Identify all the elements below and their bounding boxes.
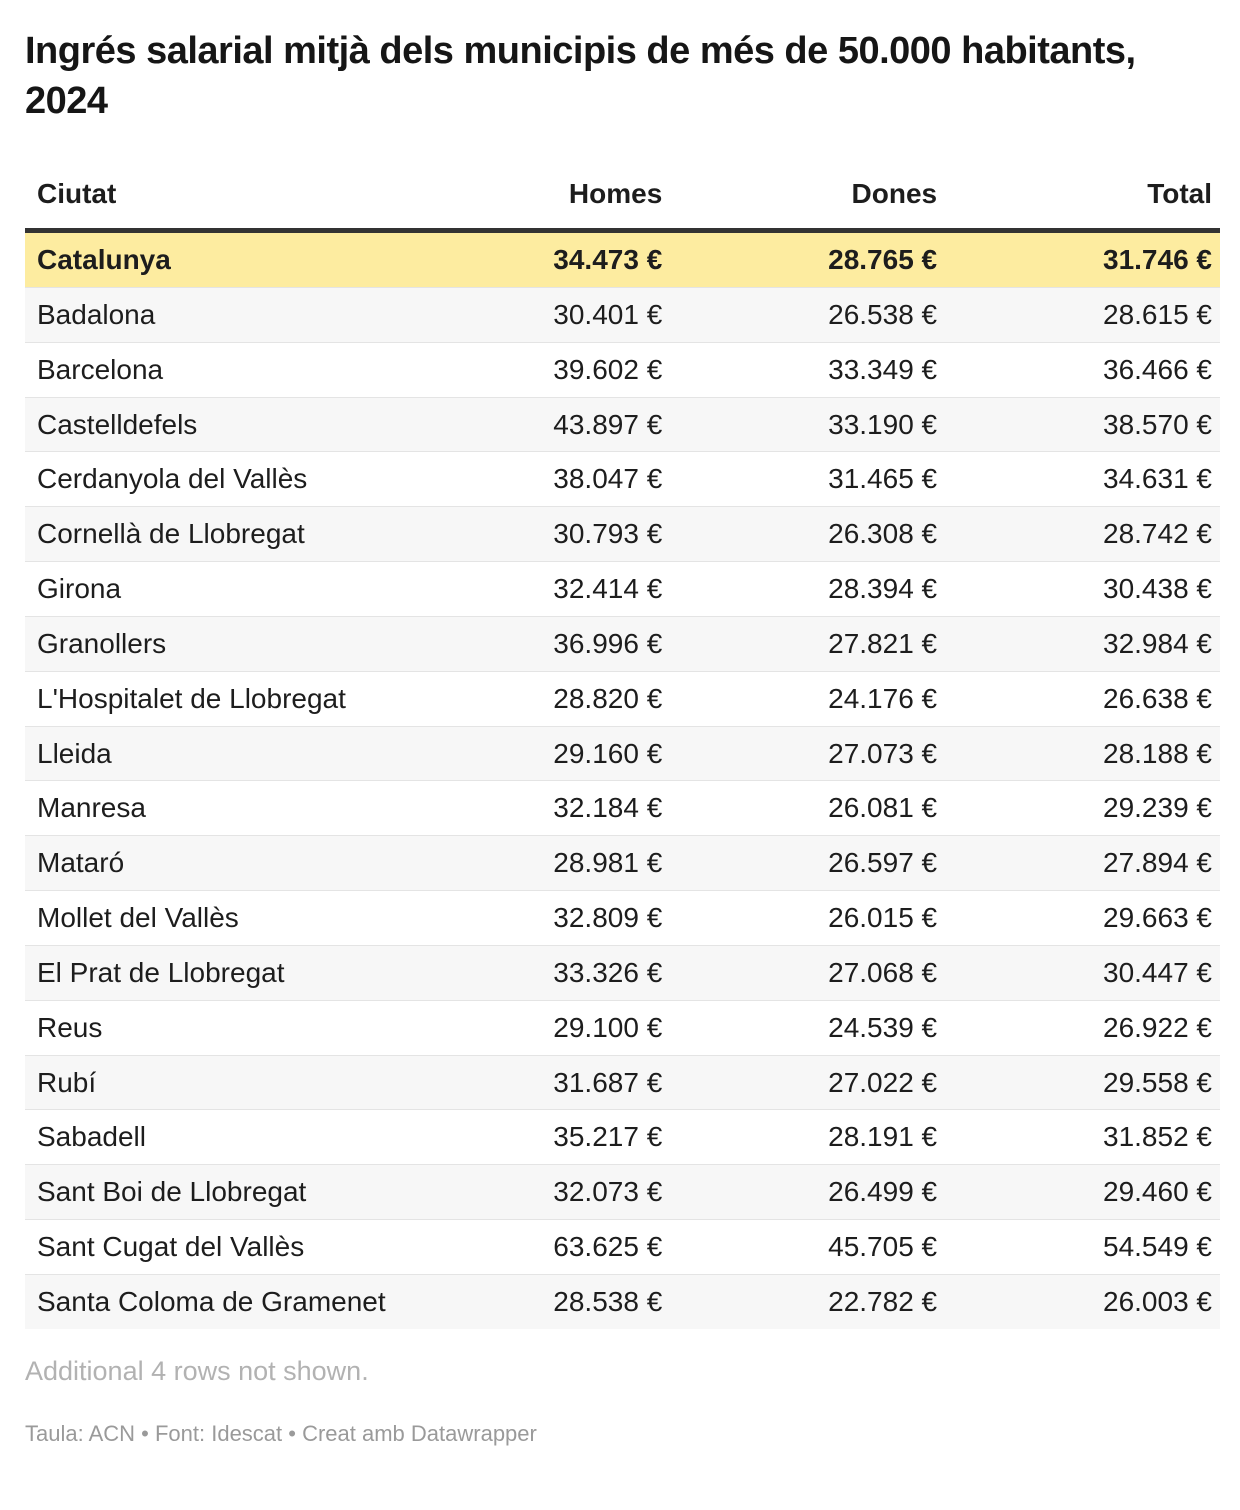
homes-cell: 29.160 € <box>553 737 663 769</box>
total-cell: 54.549 € <box>1103 1231 1212 1263</box>
dones-cell: 31.465 € <box>828 463 938 495</box>
column-header-total: Total <box>1147 178 1212 210</box>
total-cell: 29.239 € <box>1103 792 1212 824</box>
additional-rows-note: Additional 4 rows not shown. <box>25 1355 369 1386</box>
table-row <box>25 287 1220 342</box>
city-cell: Lleida <box>37 737 112 769</box>
table-row <box>25 1220 1220 1275</box>
total-cell: 31.852 € <box>1103 1121 1212 1153</box>
city-cell: Granollers <box>37 627 167 659</box>
total-cell: 31.746 € <box>1103 244 1212 276</box>
total-cell: 29.663 € <box>1103 902 1212 934</box>
dones-cell: 26.308 € <box>828 518 938 550</box>
city-cell: Rubí <box>37 1066 97 1098</box>
city-cell: Barcelona <box>37 353 164 385</box>
homes-cell: 39.602 € <box>553 353 663 385</box>
city-cell: Santa Coloma de Gramenet <box>37 1285 386 1317</box>
city-cell: Castelldefels <box>37 408 198 440</box>
dones-cell: 26.081 € <box>828 792 938 824</box>
column-header-homes: Homes <box>568 178 663 210</box>
table-row <box>25 397 1220 452</box>
dones-cell: 28.394 € <box>828 573 938 605</box>
table-row <box>25 507 1220 562</box>
total-cell: 34.631 € <box>1103 463 1212 495</box>
dones-cell: 28.191 € <box>828 1121 938 1153</box>
table-row <box>25 945 1220 1000</box>
table-row <box>25 671 1220 726</box>
dones-cell: 33.190 € <box>828 408 938 440</box>
city-cell: Mollet del Vallès <box>37 902 239 934</box>
total-cell: 30.438 € <box>1103 573 1212 605</box>
table-body <box>25 231 1220 1329</box>
total-cell: 38.570 € <box>1103 408 1212 440</box>
table-row <box>25 1110 1220 1165</box>
dones-cell: 27.022 € <box>828 1066 938 1098</box>
total-cell: 29.558 € <box>1103 1066 1212 1098</box>
table-row <box>25 836 1220 891</box>
homes-cell: 28.820 € <box>553 682 663 714</box>
dones-cell: 27.068 € <box>828 956 938 988</box>
homes-cell: 30.401 € <box>553 298 663 330</box>
dones-cell: 33.349 € <box>828 353 938 385</box>
table-row <box>25 1165 1220 1220</box>
column-header-dones: Dones <box>851 178 938 210</box>
dones-cell: 26.597 € <box>828 847 938 879</box>
homes-cell: 28.538 € <box>553 1285 663 1317</box>
city-cell: Cerdanyola del Vallès <box>37 463 308 495</box>
total-cell: 32.984 € <box>1103 627 1212 659</box>
homes-cell: 63.625 € <box>553 1231 663 1263</box>
total-cell: 29.460 € <box>1103 1176 1212 1208</box>
table-row <box>25 726 1220 781</box>
homes-cell: 32.414 € <box>553 573 663 605</box>
total-cell: 26.638 € <box>1103 682 1212 714</box>
homes-cell: 36.996 € <box>553 627 663 659</box>
table-row-highlight <box>25 231 1220 288</box>
city-cell: Sant Boi de Llobregat <box>37 1176 307 1208</box>
total-cell: 27.894 € <box>1103 847 1212 879</box>
dones-cell: 26.538 € <box>828 298 938 330</box>
table-row <box>25 891 1220 946</box>
city-cell: Badalona <box>37 298 156 330</box>
homes-cell: 31.687 € <box>553 1066 663 1098</box>
dones-cell: 22.782 € <box>828 1285 938 1317</box>
homes-cell: 34.473 € <box>553 244 663 276</box>
table-row <box>25 452 1220 507</box>
table-header <box>25 162 1220 230</box>
homes-cell: 32.073 € <box>553 1176 663 1208</box>
dones-cell: 27.821 € <box>828 627 938 659</box>
dones-cell: 28.765 € <box>828 244 938 276</box>
dones-cell: 24.176 € <box>828 682 938 714</box>
city-cell: Manresa <box>37 792 146 824</box>
total-cell: 28.615 € <box>1103 298 1212 330</box>
footer-credit: Taula: ACN • Font: Idescat • Creat amb Datawrapper <box>25 1421 537 1447</box>
table-row <box>25 562 1220 617</box>
total-cell: 28.742 € <box>1103 518 1212 550</box>
homes-cell: 32.184 € <box>553 792 663 824</box>
homes-cell: 35.217 € <box>553 1121 663 1153</box>
table-row <box>25 781 1220 836</box>
dones-cell: 26.015 € <box>828 902 938 934</box>
homes-cell: 43.897 € <box>553 408 663 440</box>
dones-cell: 27.073 € <box>828 737 938 769</box>
city-cell: L'Hospitalet de Llobregat <box>37 682 346 714</box>
city-cell: Catalunya <box>37 244 171 276</box>
city-cell: Sabadell <box>37 1121 146 1153</box>
homes-cell: 33.326 € <box>553 956 663 988</box>
total-cell: 28.188 € <box>1103 737 1212 769</box>
table-row <box>25 342 1220 397</box>
city-cell: Sant Cugat del Vallès <box>37 1231 305 1263</box>
homes-cell: 29.100 € <box>553 1011 663 1043</box>
dones-cell: 24.539 € <box>828 1011 938 1043</box>
salary-table <box>25 162 1220 1328</box>
total-cell: 26.003 € <box>1103 1285 1212 1317</box>
table-row <box>25 616 1220 671</box>
page-title: Ingrés salarial mitjà dels municipis de més de 50.000 habitants, 2024 <box>25 30 1136 123</box>
total-cell: 36.466 € <box>1103 353 1212 385</box>
table-header-row <box>25 162 1220 230</box>
homes-cell: 32.809 € <box>553 902 663 934</box>
homes-cell: 30.793 € <box>553 518 663 550</box>
city-cell: Girona <box>37 573 122 605</box>
total-cell: 30.447 € <box>1103 956 1212 988</box>
table-row <box>25 1274 1220 1328</box>
table-row <box>25 1055 1220 1110</box>
city-cell: Mataró <box>37 847 125 879</box>
city-cell: Reus <box>37 1011 103 1043</box>
homes-cell: 28.981 € <box>553 847 663 879</box>
city-cell: Cornellà de Llobregat <box>37 518 305 550</box>
column-header-ciutat: Ciutat <box>37 178 117 210</box>
dones-cell: 26.499 € <box>828 1176 938 1208</box>
city-cell: El Prat de Llobregat <box>37 956 285 988</box>
dones-cell: 45.705 € <box>828 1231 938 1263</box>
table-row <box>25 1000 1220 1055</box>
homes-cell: 38.047 € <box>553 463 663 495</box>
total-cell: 26.922 € <box>1103 1011 1212 1043</box>
